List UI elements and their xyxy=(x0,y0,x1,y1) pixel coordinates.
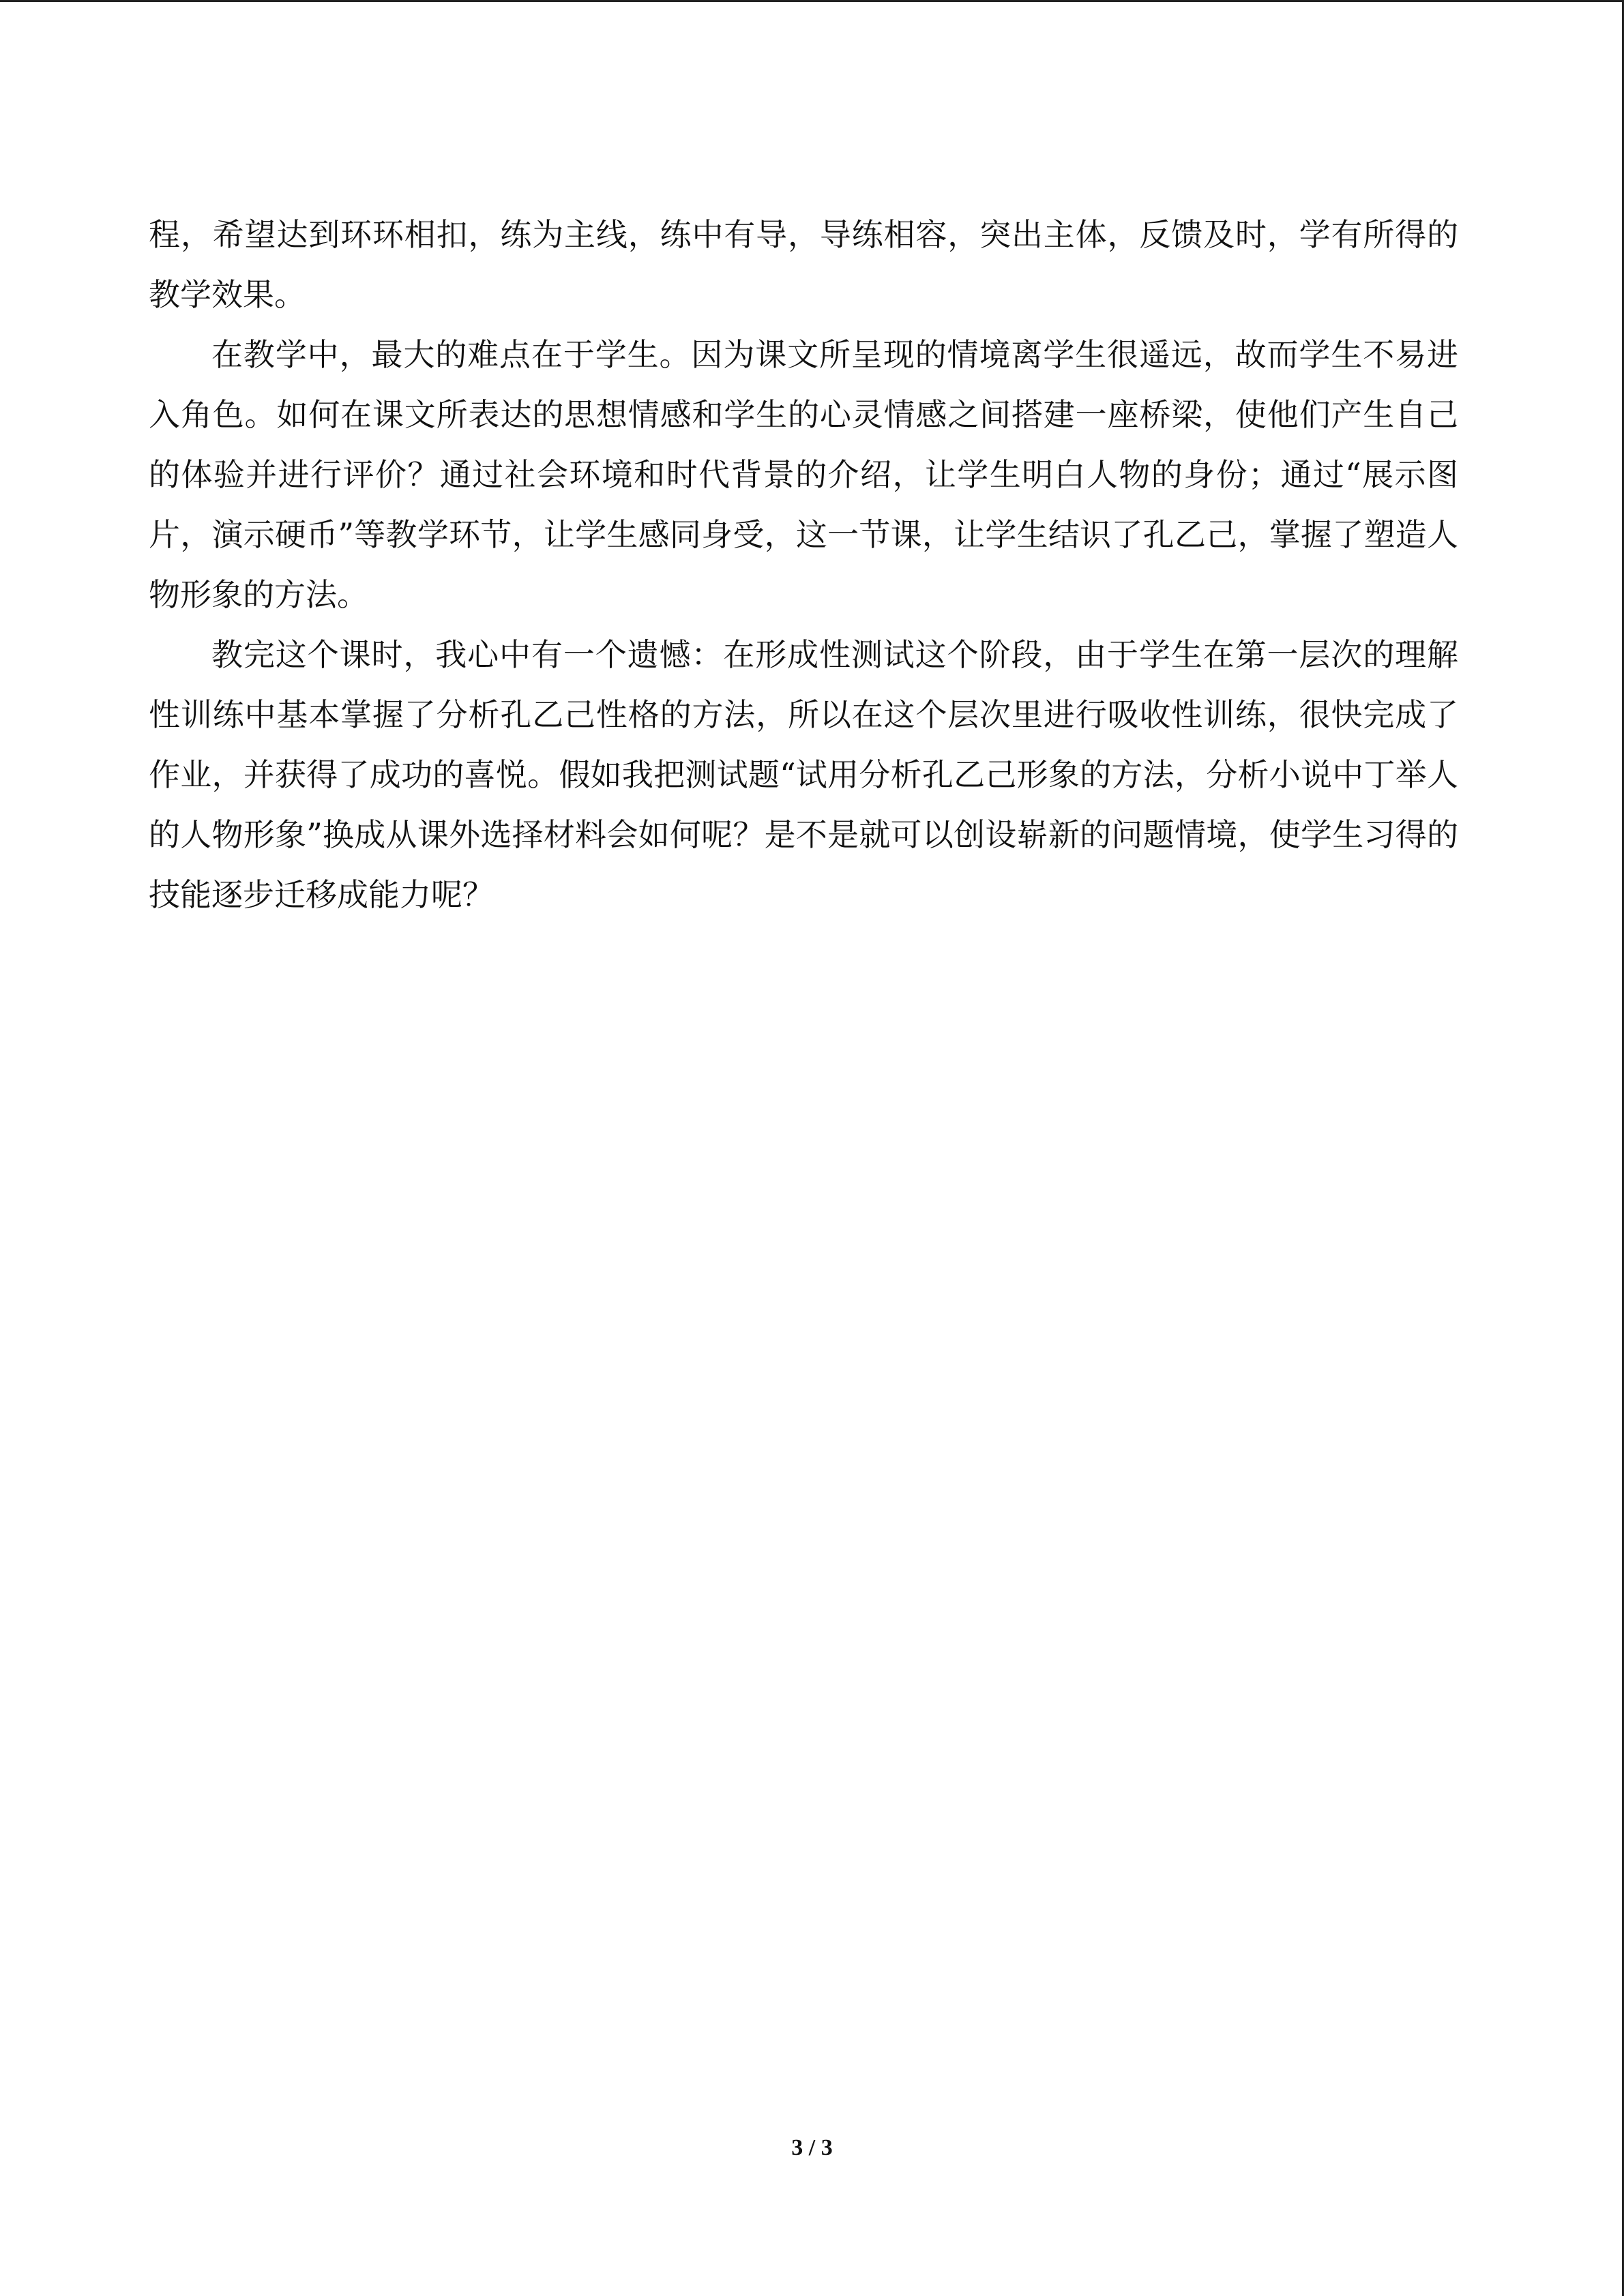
document-body xyxy=(149,205,1458,925)
page-number: 3 / 3 xyxy=(791,2135,833,2160)
page-top-border xyxy=(0,0,1624,2)
paragraph-teaching-difficulty: 在教学中，最大的难点在于学生。因为课文所呈现的情境离学生很遥远，故而学生不易进入角色。如何在课文所表达的思想情感和学生的心灵情感之间搭建一座桥梁，使他们产生自己的体验并进行评价？通过社会环境和时代背景的介绍，让学生明白人物的身份；通过“展示图片，演示硬币”等教学环节，让学生感同身受，这一节课，让学生结识了孔乙己，掌握了塑造人物形象的方法。 xyxy=(149,336,1458,613)
paragraph-regret: 教完这个课时，我心中有一个遗憾：在形成性测试这个阶段，由于学生在第一层次的理解性训练中基本掌握了分析孔乙己性格的方法，所以在这个层次里进行吸收性训练，很快完成了作业，并获得了成功的喜悦。假如我把测试题“试用分析孔乙己形象的方法，分析小说中丁举人的人物形象”换成从课外选择材料会如何呢？是不是就可以创设崭新的问题情境，使学生习得的技能逐步迁移成能力呢？ xyxy=(149,636,1458,913)
paragraph-continuation: 程，希望达到环环相扣，练为主线，练中有导，导练相容，突出主体，反馈及时，学有所得的教学效果。 xyxy=(149,216,1458,313)
